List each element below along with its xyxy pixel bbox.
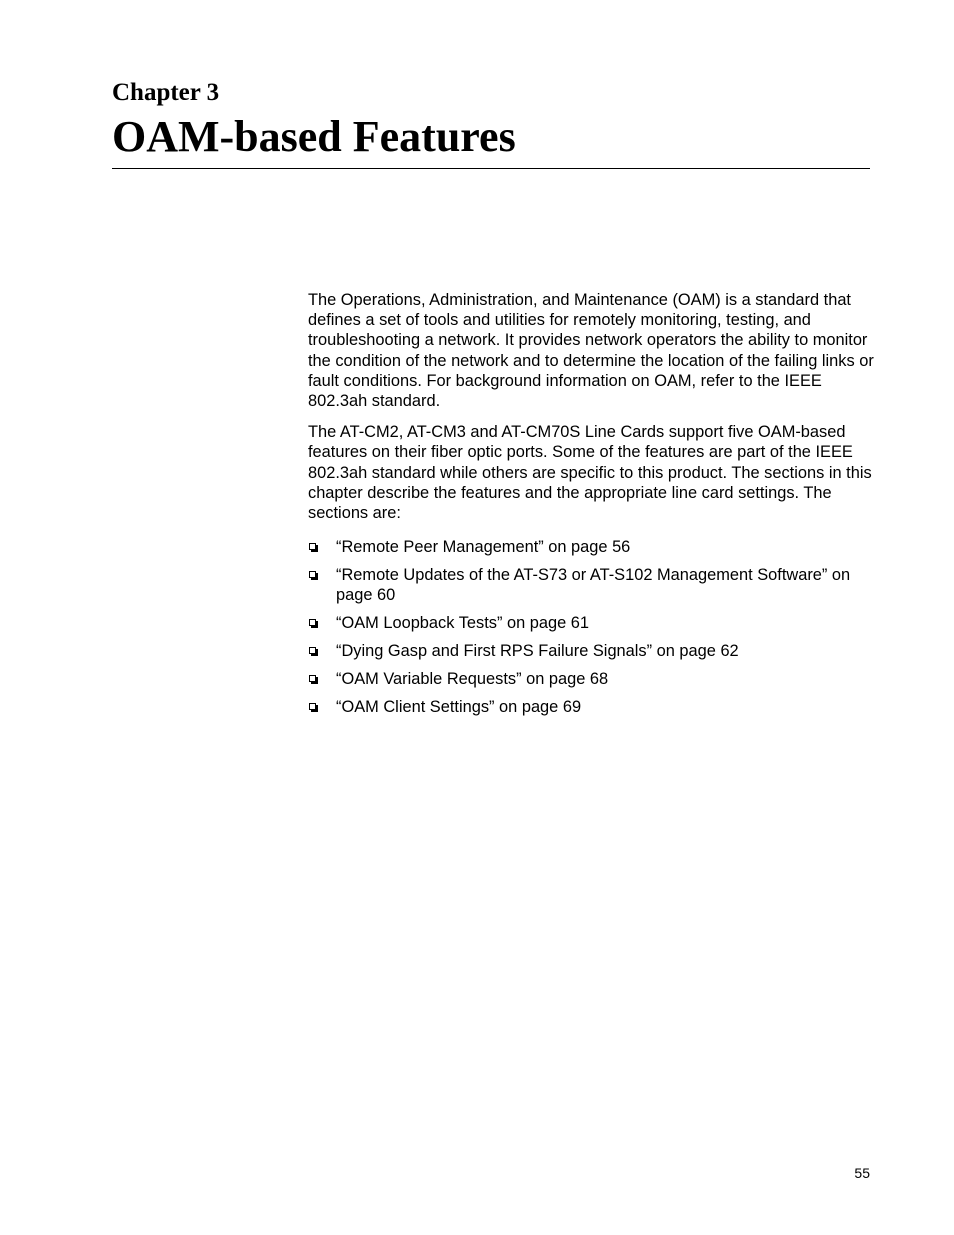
- section-link-oam-loopback-tests[interactable]: [308, 613, 878, 633]
- section-link-label[interactable]: “Remote Updates of the AT-S73 or AT-S102 Management Software” on page 60: [336, 566, 851, 605]
- section-link-label[interactable]: “OAM Loopback Tests” on page 61: [336, 614, 589, 633]
- title-rule: [112, 168, 870, 169]
- checkbox-square-icon: [309, 703, 316, 710]
- section-link-label[interactable]: “OAM Variable Requests” on page 68: [336, 670, 609, 689]
- section-link-remote-updates[interactable]: [308, 565, 878, 605]
- chapter-intro: [308, 290, 878, 725]
- page-number: 55: [854, 1165, 870, 1181]
- intro-paragraph-oam: The Operations, Administration, and Maintenance (OAM) is a standard that defines a set of tools and utilities for remotely monitoring, testing, and troubleshooting a network. It provides network operators the ability to monitor the condition of the network and to determine the location of the failing links or fault conditions. For background information on OAM, refer to the IEEE 802.3ah standard.: [308, 291, 874, 411]
- checkbox-square-icon: [309, 571, 316, 578]
- checkbox-square-icon: [309, 647, 316, 654]
- section-link-label[interactable]: “Dying Gasp and First RPS Failure Signals” on page 62: [336, 642, 739, 661]
- section-link-dying-gasp[interactable]: [308, 641, 878, 661]
- chapter-label: Chapter 3: [112, 79, 220, 106]
- section-link-oam-client-settings[interactable]: [308, 697, 878, 717]
- intro-paragraph-features: The AT-CM2, AT-CM3 and AT-CM70S Line Cards support five OAM-based features on their fiber optic ports. Some of the features are part of the IEEE 802.3ah standard while others are specific to this product. The sections in this chapter describe the features and the appropriate line card settings. The sections are:: [308, 423, 872, 523]
- section-link-remote-peer-management[interactable]: [308, 537, 878, 557]
- checkbox-square-icon: [309, 619, 316, 626]
- section-link-oam-variable-requests[interactable]: [308, 669, 878, 689]
- chapter-title: OAM-based Features: [112, 112, 516, 161]
- section-list: [308, 537, 878, 717]
- checkbox-square-icon: [309, 543, 316, 550]
- section-link-label[interactable]: “Remote Peer Management” on page 56: [336, 538, 631, 557]
- checkbox-square-icon: [309, 675, 316, 682]
- section-link-label[interactable]: “OAM Client Settings” on page 69: [336, 698, 582, 717]
